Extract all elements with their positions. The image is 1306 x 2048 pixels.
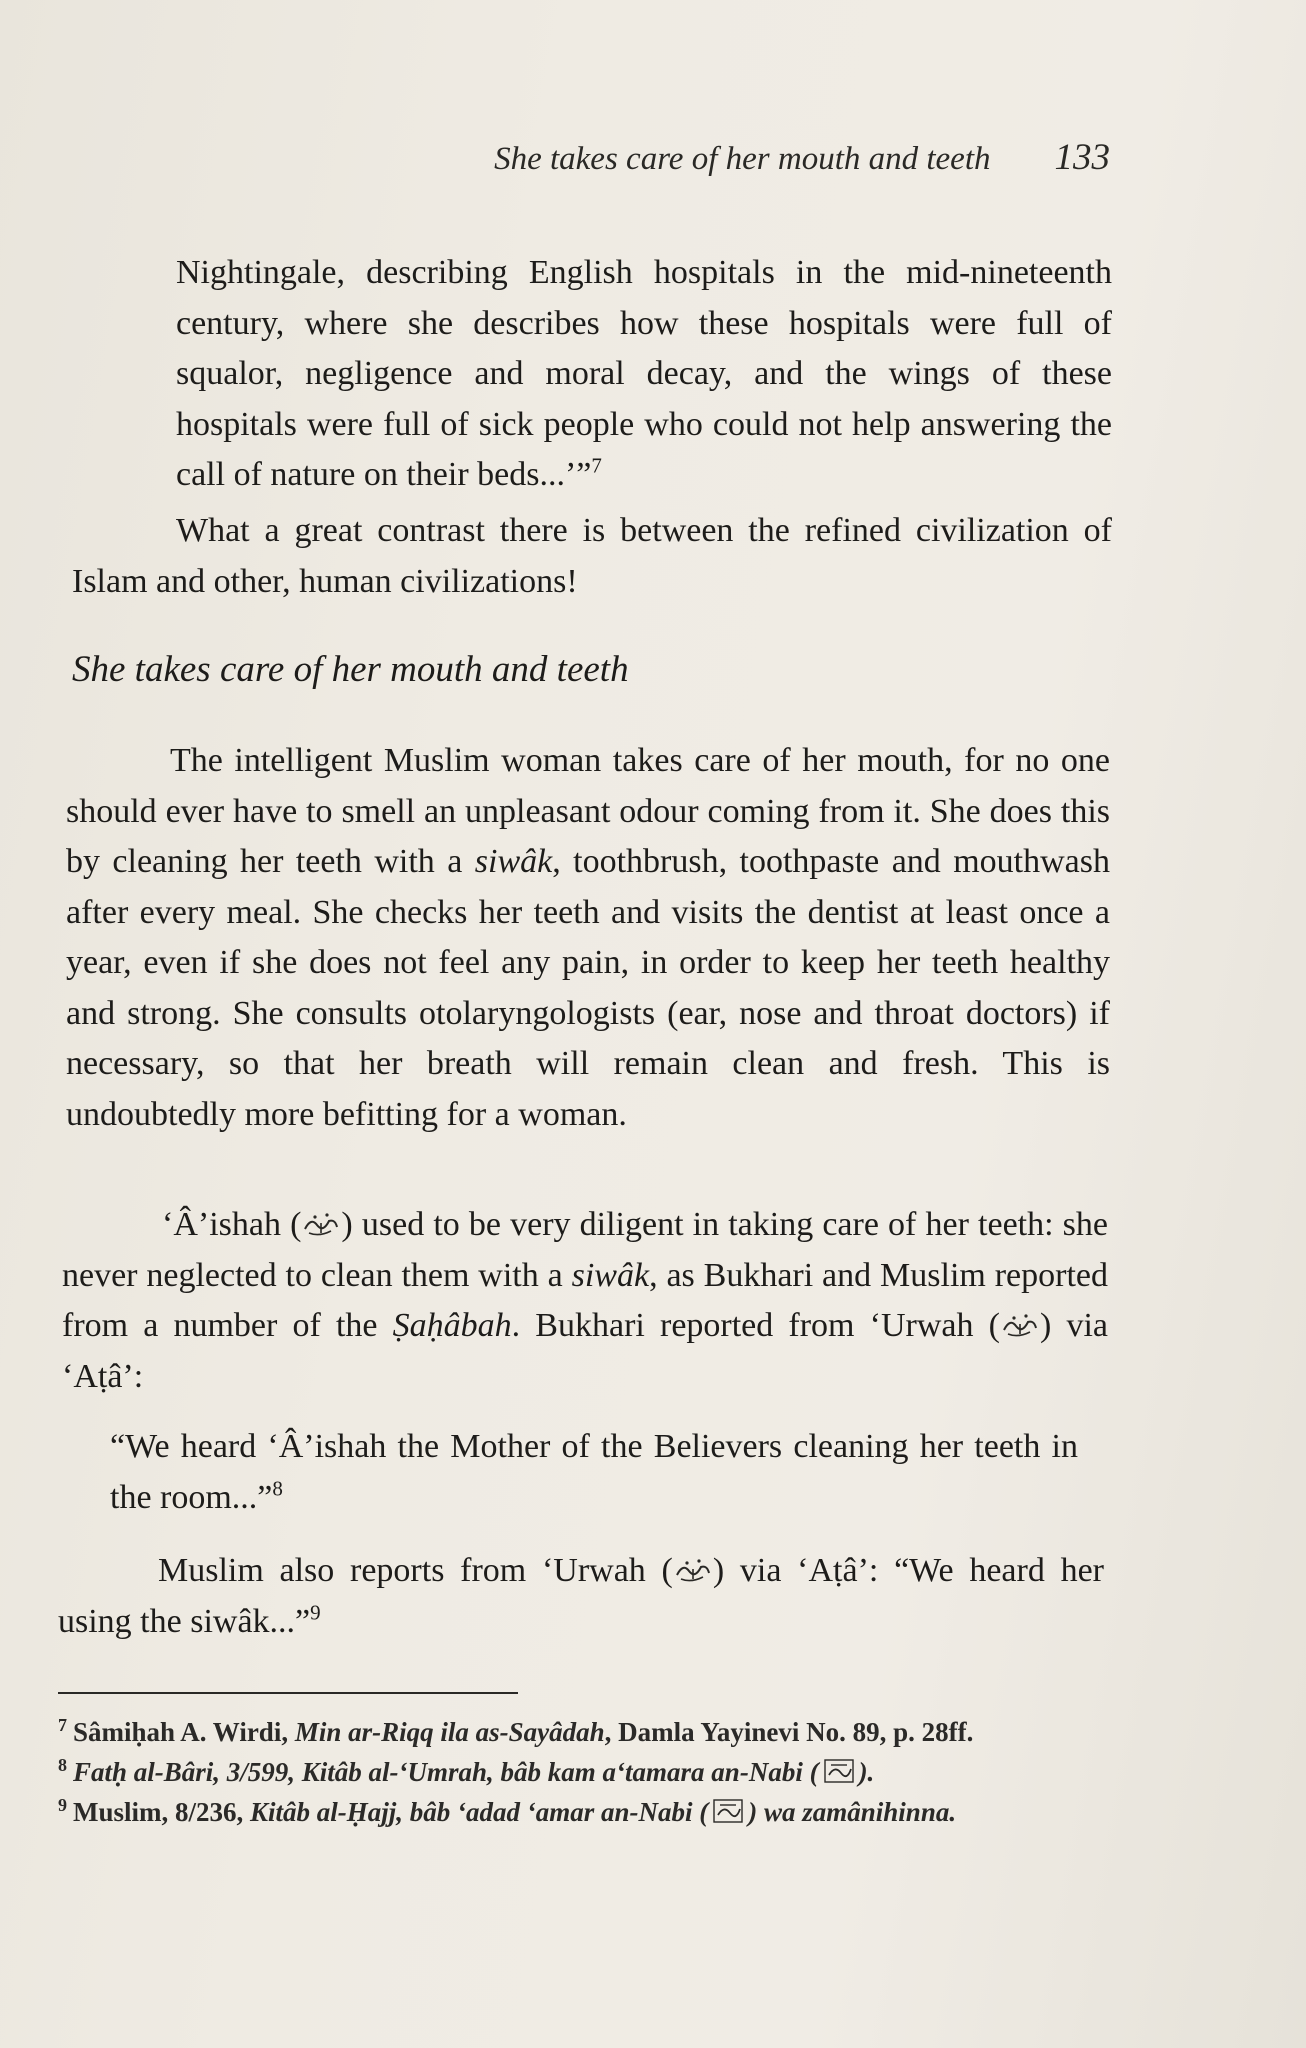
aishah-text-2: ) used to be very diligent in taking care of her teeth: she never neglected to clean them with a <box>62 1206 1108 1294</box>
aishah-text-5: ) via ‘Aṭâ’: <box>62 1307 1108 1395</box>
section-heading: She takes care of her mouth and teeth <box>72 649 629 690</box>
sallallahu-alayhi-icon <box>819 1757 859 1785</box>
footnote-9-rest: ) wa zamânihinna. <box>748 1797 957 1827</box>
aishah-text-3: , as Bukhari and Muslim reported from a number of the <box>62 1256 1108 1344</box>
siwak-term: siwâk <box>571 1256 650 1294</box>
footnote-9-source: Muslim, 8/236, <box>73 1797 251 1827</box>
footnotes <box>58 1712 1108 1832</box>
quoted-passage <box>176 248 1112 501</box>
radiya-allahu-anha-icon <box>301 1211 341 1239</box>
footnote-divider <box>58 1692 518 1694</box>
muslim-text-2: ) via ‘Aṭâ’: “We heard her using the siwâk...” <box>58 1552 1104 1640</box>
contrast-text: What a great contrast there is between the refined civilization of Islam and other, human civilizations! <box>72 512 1112 600</box>
footnote-7-title: Min ar-Riqq ila as-Sayâdah <box>294 1717 605 1747</box>
footnote-8-close: ). <box>858 1757 875 1787</box>
mouth-care-text-1: The intelligent Muslim woman takes care of her mouth, for no one should ever have to smell an unpleasant odour coming from it. She does this by cleaning her teeth with a <box>66 742 1110 880</box>
footnote-7-publisher: , Damla Yayinevi No. 89, p. 28ff. <box>604 1717 974 1747</box>
footnote-ref-7: 7 <box>591 453 602 478</box>
footnote-7-author: Sâmiḥah A. Wirdi, <box>73 1717 295 1747</box>
footnote-8 <box>58 1752 1108 1792</box>
aishah-text-4: . Bukhari reported from ‘Urwah ( <box>511 1307 1000 1344</box>
page-number: 133 <box>1054 137 1110 178</box>
footnote-7 <box>58 1712 1108 1752</box>
mouth-care-text-2: , toothbrush, toothpaste and mouthwash after every meal. She checks her teeth and visits the dentist at least once a year, even if she does not feel any pain, in order to keep her teeth healthy and strong. She consults otolaryngologists (ear, nose and throat doctors) if necessary, so that her breath will remain clean and fresh. This is undoubtedly more befitting for a woman. <box>66 843 1110 1133</box>
radiya-allahu-anhu-icon <box>1000 1312 1040 1340</box>
contrast-paragraph <box>72 506 1112 607</box>
footnote-mark: 7 <box>58 1715 67 1735</box>
running-header <box>0 136 1110 179</box>
mouth-care-paragraph <box>66 736 1110 1140</box>
running-title: She takes care of her mouth and teeth <box>494 141 991 177</box>
footnote-8-source: Fatḥ al-Bâri, 3/599, Kitâb al-‘Umrah, bâb kam a‘tamara an-Nabi ( <box>73 1757 819 1787</box>
sallallahu-alayhi-icon <box>708 1797 748 1825</box>
footnote-mark: 8 <box>58 1755 67 1775</box>
footnote-ref-9: 9 <box>310 1600 321 1625</box>
hadith-quote <box>110 1422 1078 1523</box>
hadith-quote-text: “We heard ‘Â’ishah the Mother of the Believers cleaning her teeth in the room...” <box>110 1428 1078 1516</box>
footnote-9 <box>58 1792 1108 1832</box>
footnote-mark: 9 <box>58 1795 67 1815</box>
sahabah-term: Ṣaḥâbah <box>392 1307 512 1344</box>
muslim-paragraph <box>58 1546 1104 1647</box>
muslim-text-1: Muslim also reports from ‘Urwah ( <box>158 1552 673 1589</box>
footnote-ref-8: 8 <box>272 1476 283 1501</box>
aishah-paragraph <box>62 1200 1108 1402</box>
quoted-passage-text: Nightingale, describing English hospitals in the mid-nineteenth century, where she describes how these hospitals were full of squalor, negligence and moral decay, and the wings of these hospitals were full of sick people who could not help answering the call of nature on their beds...’” <box>176 254 1112 493</box>
siwak-term: siwâk <box>474 843 553 880</box>
radiya-allahu-anhu-icon <box>673 1557 713 1585</box>
aishah-text-1: ‘Â’ishah ( <box>162 1206 302 1243</box>
footnote-9-chapter: Kitâb al-Ḥajj, bâb ‘adad ‘amar an-Nabi ( <box>250 1797 709 1827</box>
